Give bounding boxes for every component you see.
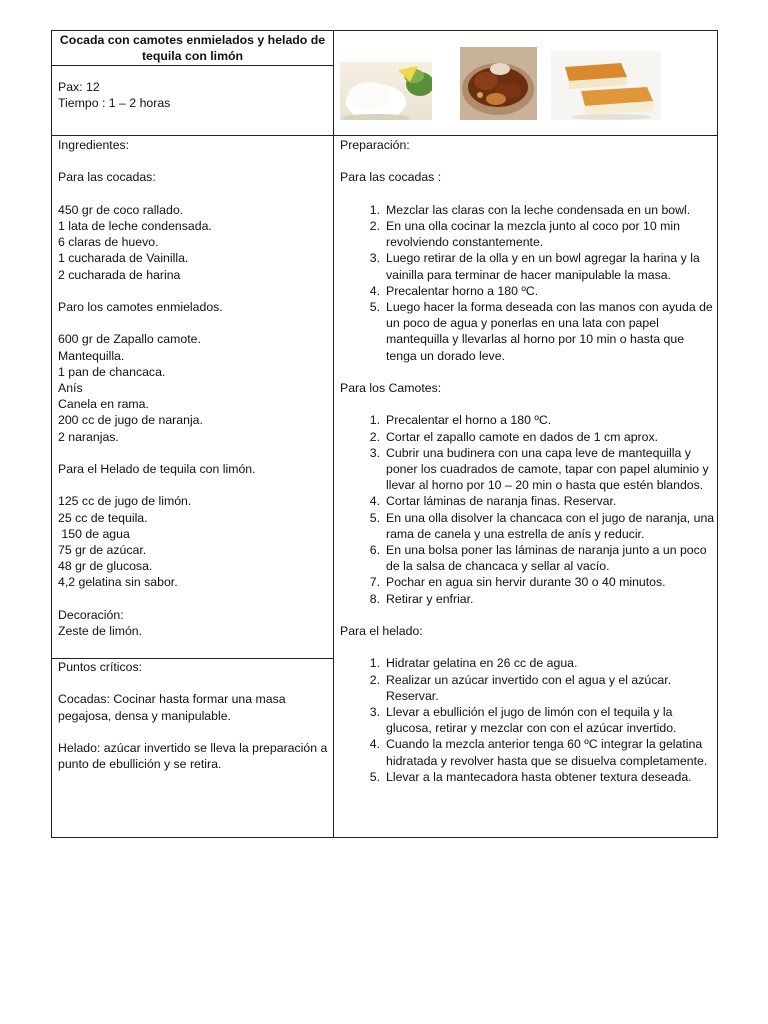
list-item: 7. Pochar en agua sin hervir durante 30 o 40 minutos. <box>369 575 666 590</box>
preparation-section <box>340 137 715 785</box>
list-item: 1. Mezclar las claras con la leche condensada en un bowl. <box>369 202 691 217</box>
list-item: 3. Llevar a ebullición el jugo de limón con el tequila y la glucosa, retirar y mezclar con con el azúcar invertido. <box>369 705 677 736</box>
list-item: 5. Luego hacer la forma deseada con las manos con ayuda de un poco de agua y ponerlas en una lata con papel mantequilla y llevarlas al horno por 10 min o hasta que tenga un dorado leve. <box>369 300 713 363</box>
ingredient-line: 25 cc de tequila. <box>58 510 148 525</box>
ingredient-line: 48 gr de glucosa. <box>58 559 153 574</box>
list-item: 3. Cubrir una budinera con una capa leve de mantequilla y poner los cuadrados de camote, tapar con papel aluminio y llevar al horno por 10 – 20 min o hasta que estén blandos. <box>369 445 709 493</box>
critical-heading: Puntos críticos: <box>58 660 143 674</box>
ingredient-line: 200 cc de jugo de naranja. <box>58 413 203 428</box>
ingredients-heading: Ingredientes: <box>58 138 130 152</box>
ingredient-line: 600 gr de Zapallo camote. <box>58 332 201 347</box>
ingredient-line: 150 de agua <box>58 526 130 541</box>
list-item: 1. Hidratar gelatina en 26 cc de agua. <box>369 656 578 671</box>
helado-steps-list <box>340 655 715 785</box>
ingredient-line: 4,2 gelatina sin sabor. <box>58 575 178 590</box>
recipe-title: Cocada con camotes enmielados y helado de tequila con limón <box>59 33 326 63</box>
list-item: 8. Retirar y enfriar. <box>369 591 474 606</box>
ingredient-line: 450 gr de coco rallado. <box>58 202 184 217</box>
ingredients-helado-heading: Para el Helado de tequila con limón. <box>58 461 256 476</box>
list-item: 4. Cuando la mezcla anterior tenga 60 ºC integrar la gelatina hidratada y revolver hasta que se disuelva completamente. <box>369 737 708 768</box>
list-item: 3. Luego retirar de la olla y en un bowl agregar la harina y la vainilla para terminar de hacer manipulable la masa. <box>369 251 700 282</box>
critical-cocadas-text: Cocadas: Cocinar hasta formar una masa pegajosa, densa y manipulable. <box>58 692 286 723</box>
list-item: 2. Cortar el zapallo camote en dados de 1 cm aprox. <box>369 429 659 444</box>
ingredient-line: 1 pan de chancaca. <box>58 364 166 379</box>
preparation-cocadas-heading: Para las cocadas : <box>340 170 442 185</box>
list-item: 4. Precalentar horno a 180 ºC. <box>369 283 539 298</box>
ingredient-line: 2 naranjas. <box>58 429 119 444</box>
decoration-heading: Decoración: <box>58 607 124 622</box>
list-item: 1. Precalentar el horno a 180 ºC. <box>369 413 552 428</box>
ingredient-line: 125 cc de jugo de limón. <box>58 494 192 509</box>
ingredient-line: 1 lata de leche condensada. <box>58 218 212 233</box>
ingredients-camotes-heading: Paro los camotes enmielados. <box>58 299 223 314</box>
ingredient-line: Mantequilla. <box>58 348 125 363</box>
preparation-helado-heading: Para el helado: <box>340 624 423 639</box>
photos-cell <box>334 31 718 136</box>
recipe-table <box>51 30 718 838</box>
preparation-camotes-heading: Para los Camotes: <box>340 381 442 395</box>
list-item: 2. En una olla cocinar la mezcla junto al coco por 10 min revolviendo constantemente. <box>369 218 680 250</box>
servings-info <box>58 79 328 111</box>
honeyed-sweet-potato-photo-icon <box>460 47 537 120</box>
camotes-steps-list <box>340 412 715 606</box>
row-divider-title <box>52 65 333 66</box>
ingredient-line: Zeste de limón. <box>58 623 143 638</box>
critical-helado-text: Helado: azúcar invertido se lleva la preparación a punto de ebullición y se retira. <box>58 740 328 772</box>
time-text: Tiempo : 1 – 2 horas <box>58 96 171 111</box>
preparation-heading: Preparación: <box>340 138 410 152</box>
ingredients-section <box>58 137 328 639</box>
ingredient-line: 75 gr de azúcar. <box>58 542 147 557</box>
list-item: 5. En una olla disolver la chancaca con el jugo de naranja, una rama de canela y una estrella de anís y reducir. <box>369 510 715 541</box>
list-item: 4. Cortar láminas de naranja finas. Reservar. <box>369 494 617 509</box>
cocada-bars-photo-icon <box>551 51 661 120</box>
ingredient-line: Canela en rama. <box>58 397 149 412</box>
ingredient-line: Anís <box>58 380 83 395</box>
ingredient-line: 6 claras de huevo. <box>58 235 159 250</box>
list-item: 5. Llevar a la mantecadora hasta obtener textura deseada. <box>369 769 692 784</box>
list-item: 2. Realizar un azúcar invertido con el agua y el azúcar. Reservar. <box>369 672 672 703</box>
ingredient-line: 2 cucharada de harina <box>58 267 181 282</box>
ingredients-cocadas-heading: Para las cocadas: <box>58 170 156 185</box>
list-item: 6. En una bolsa poner las láminas de naranja junto a un poco de la salsa de chancaca y sellar al vacío. <box>369 543 707 574</box>
ingredient-line: 1 cucharada de Vainilla. <box>58 251 189 266</box>
pax-text: Pax: 12 <box>58 80 100 94</box>
critical-points-section <box>58 659 328 772</box>
ice-cream-photo-icon <box>340 62 432 120</box>
column-divider <box>333 31 334 837</box>
cocadas-steps-list <box>340 202 715 364</box>
